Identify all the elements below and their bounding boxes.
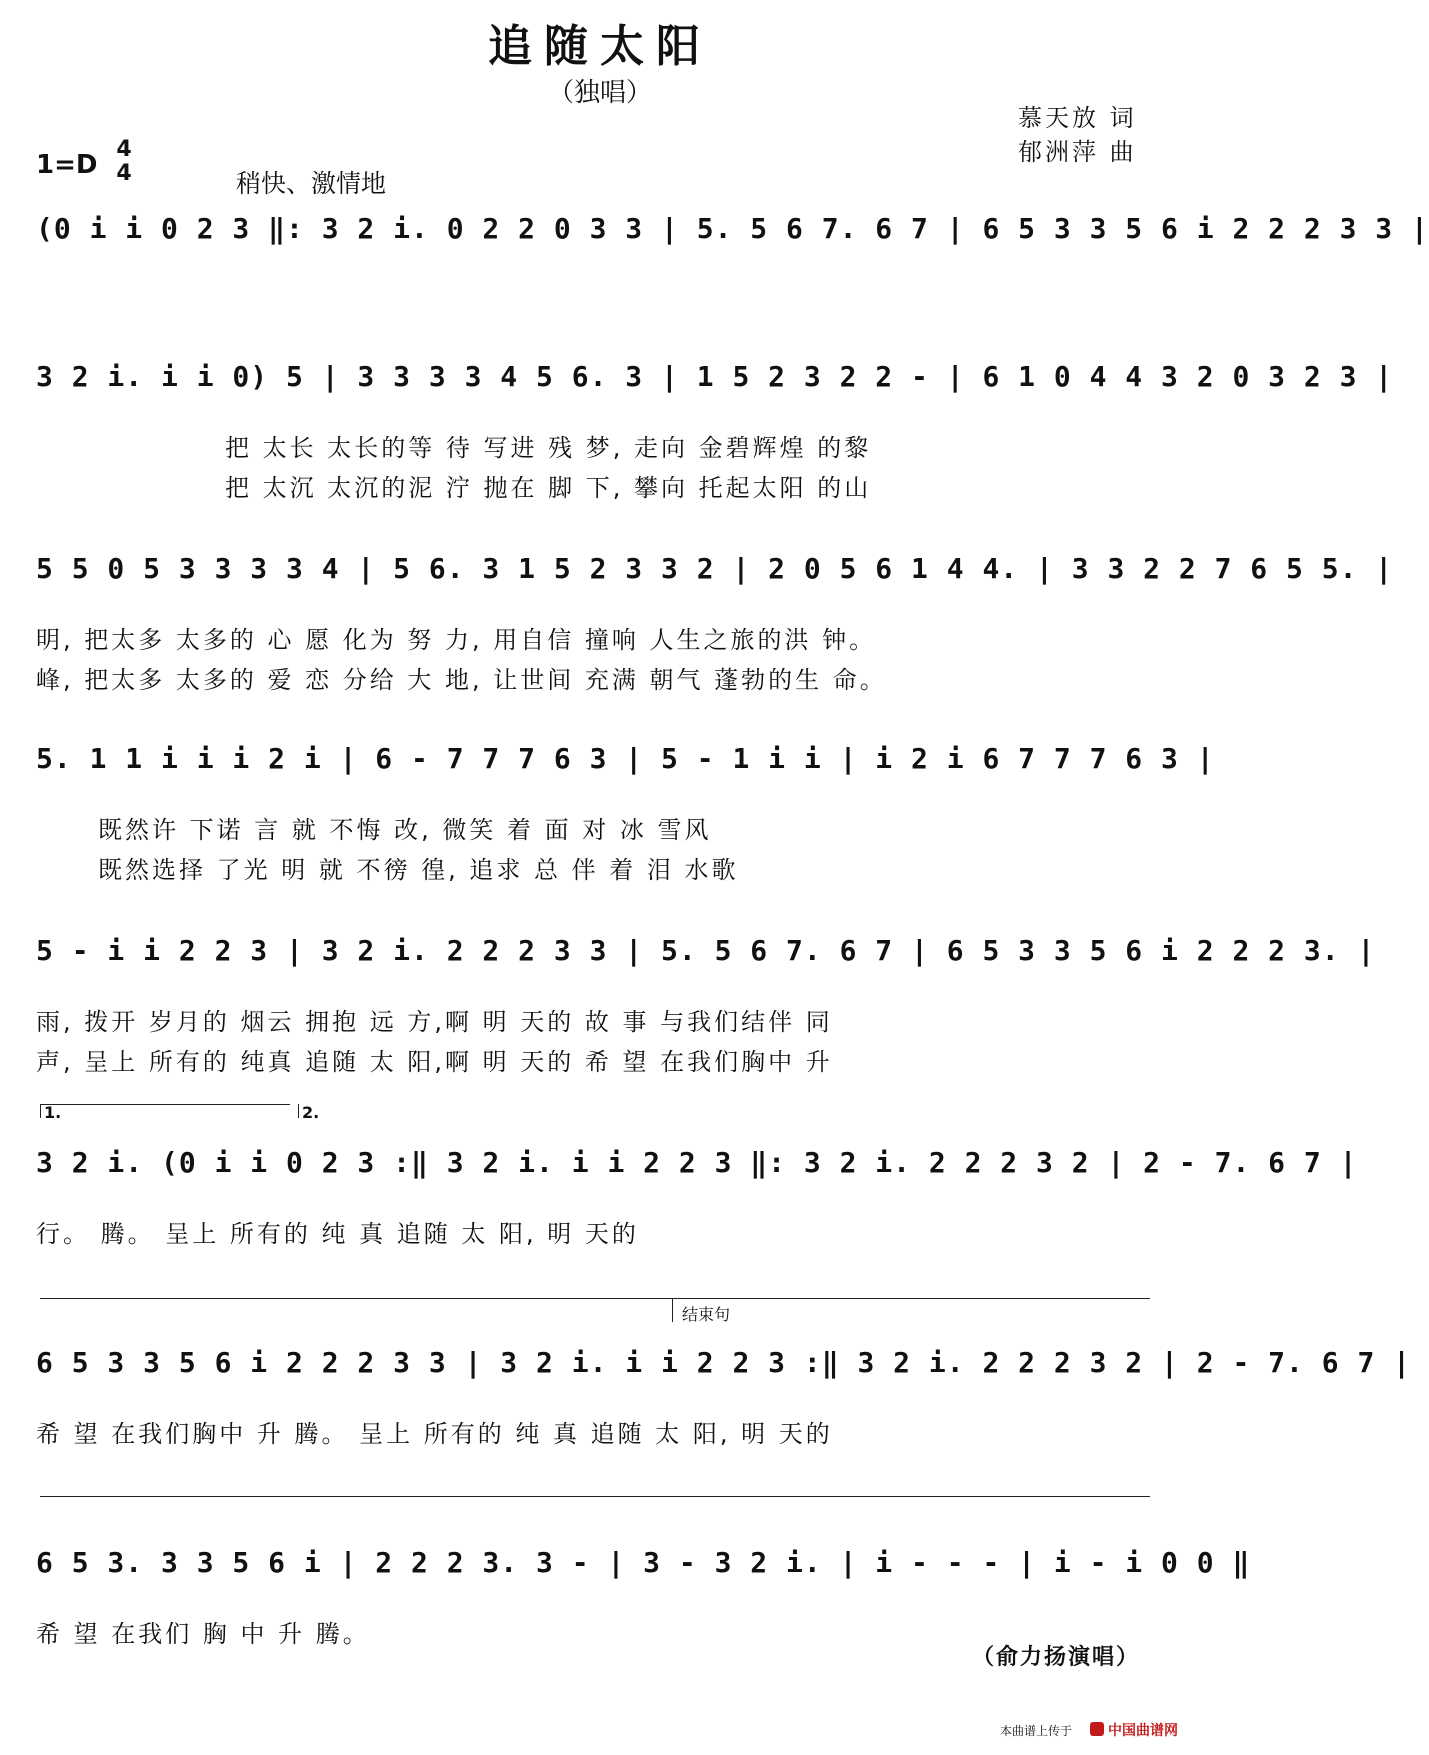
coda-label: 结束句 xyxy=(682,1305,731,1324)
performer-credit: （俞力扬演唱） xyxy=(972,1645,1141,1670)
system-4-notes: 5. 1 1 i i i 2 i | 6 - 7 7 7 6 3 | 5 - 1 i i | i 2 i 6 7 7 7 6 3 | xyxy=(36,742,1215,775)
time-signature xyxy=(114,138,134,186)
time-signature-bottom: 4 xyxy=(116,161,132,186)
system-2-lyric-verse-2: 把 太沉 太沉的泥 泞 抛在 脚 下, 攀向 托起太阳 的山 xyxy=(225,474,872,502)
volta-1-label: 1. xyxy=(44,1103,62,1122)
system-6-notes: 3 2 i. (0 i i 0 2 3 :‖ 3 2 i. i i 2 2 3 ‖: 3 2 i. 2 2 2 3 2 | 2 - 7. 6 7 | xyxy=(36,1146,1358,1179)
lyricist-credit: 慕天放 词 xyxy=(1018,104,1137,132)
system-1-notes: (0 i i 0 2 3 ‖: 3 2 i. 0 2 2 0 3 3 | 5. 5 6 7. 6 7 | 6 5 3 3 5 6 i 2 2 2 3 3 | xyxy=(36,212,1429,245)
system-5-lyric-verse-2: 声, 呈上 所有的 纯真 追随 太 阳,啊 明 天的 希 望 在我们胸中 升 xyxy=(36,1048,833,1076)
system-3-lyric-verse-2: 峰, 把太多 太多的 爱 恋 分给 大 地, 让世间 充满 朝气 蓬勃的生 命。 xyxy=(36,666,887,694)
volta-2-label: 2. xyxy=(302,1103,320,1122)
song-title: 追随太阳 xyxy=(488,21,712,72)
system-2-lyric-verse-1: 把 太长 太长的等 待 写进 残 梦, 走向 金碧辉煌 的黎 xyxy=(225,434,872,462)
system-4-lyric-verse-2: 既然选择 了光 明 就 不徬 徨, 追求 总 伴 着 泪 水歌 xyxy=(98,856,739,884)
system-7-lyric: 希 望 在我们胸中 升 腾。 呈上 所有的 纯 真 追随 太 阳, 明 天的 xyxy=(36,1420,833,1448)
site-name[interactable]: 中国曲谱网 xyxy=(1108,1723,1178,1739)
system-5-lyric-verse-1: 雨, 拨开 岁月的 烟云 拥抱 远 方,啊 明 天的 故 事 与我们结伴 同 xyxy=(36,1008,833,1036)
system-6-lyric: 行。 腾。 呈上 所有的 纯 真 追随 太 阳, 明 天的 xyxy=(36,1220,639,1248)
section-rule-1 xyxy=(40,1298,1150,1299)
key-signature: 1=D xyxy=(36,150,98,180)
system-2-notes: 3 2 i. i i 0) 5 | 3 3 3 3 4 5 6. 3 | 1 5 2 3 2 2 - | 6 1 0 4 4 3 2 0 3 2 3 | xyxy=(36,360,1394,393)
upload-note: 本曲谱上传于 xyxy=(1000,1724,1073,1738)
system-4-lyric-verse-1: 既然许 下诺 言 就 不悔 改, 微笑 着 面 对 冰 雪风 xyxy=(98,816,712,844)
composer-credit: 郁洲萍 曲 xyxy=(1018,138,1137,166)
volta-1-hook xyxy=(40,1104,41,1118)
section-rule-2 xyxy=(40,1496,1150,1497)
song-subtitle: （独唱） xyxy=(547,78,652,108)
site-logo-icon xyxy=(1090,1722,1104,1736)
system-3-lyric-verse-1: 明, 把太多 太多的 心 愿 化为 努 力, 用自信 撞响 人生之旅的洪 钟。 xyxy=(36,626,877,654)
volta-2-hook xyxy=(298,1104,299,1118)
system-3-notes: 5 5 0 5 3 3 3 3 4 | 5 6. 3 1 5 2 3 3 2 | 2 0 5 6 1 4 4. | 3 3 2 2 7 6 5 5. | xyxy=(36,552,1394,585)
volta-1-line xyxy=(40,1104,290,1105)
time-signature-top: 4 xyxy=(116,137,132,162)
system-8-notes: 6 5 3. 3 3 5 6 i | 2 2 2 3. 3 - | 3 - 3 2 i. | i - - - | i - i 0 0 ‖ xyxy=(36,1546,1251,1579)
system-7-notes: 6 5 3 3 5 6 i 2 2 2 3 3 | 3 2 i. i i 2 2 3 :‖ 3 2 i. 2 2 2 3 2 | 2 - 7. 6 7 | xyxy=(36,1346,1412,1379)
tempo-marking: 稍快、激情地 xyxy=(236,169,387,198)
system-5-notes: 5 - i i 2 2 3 | 3 2 i. 2 2 2 3 3 | 5. 5 6 7. 6 7 | 6 5 3 3 5 6 i 2 2 2 3. | xyxy=(36,934,1376,967)
coda-hook xyxy=(672,1298,673,1322)
system-8-lyric: 希 望 在我们 胸 中 升 腾。 xyxy=(36,1620,370,1648)
